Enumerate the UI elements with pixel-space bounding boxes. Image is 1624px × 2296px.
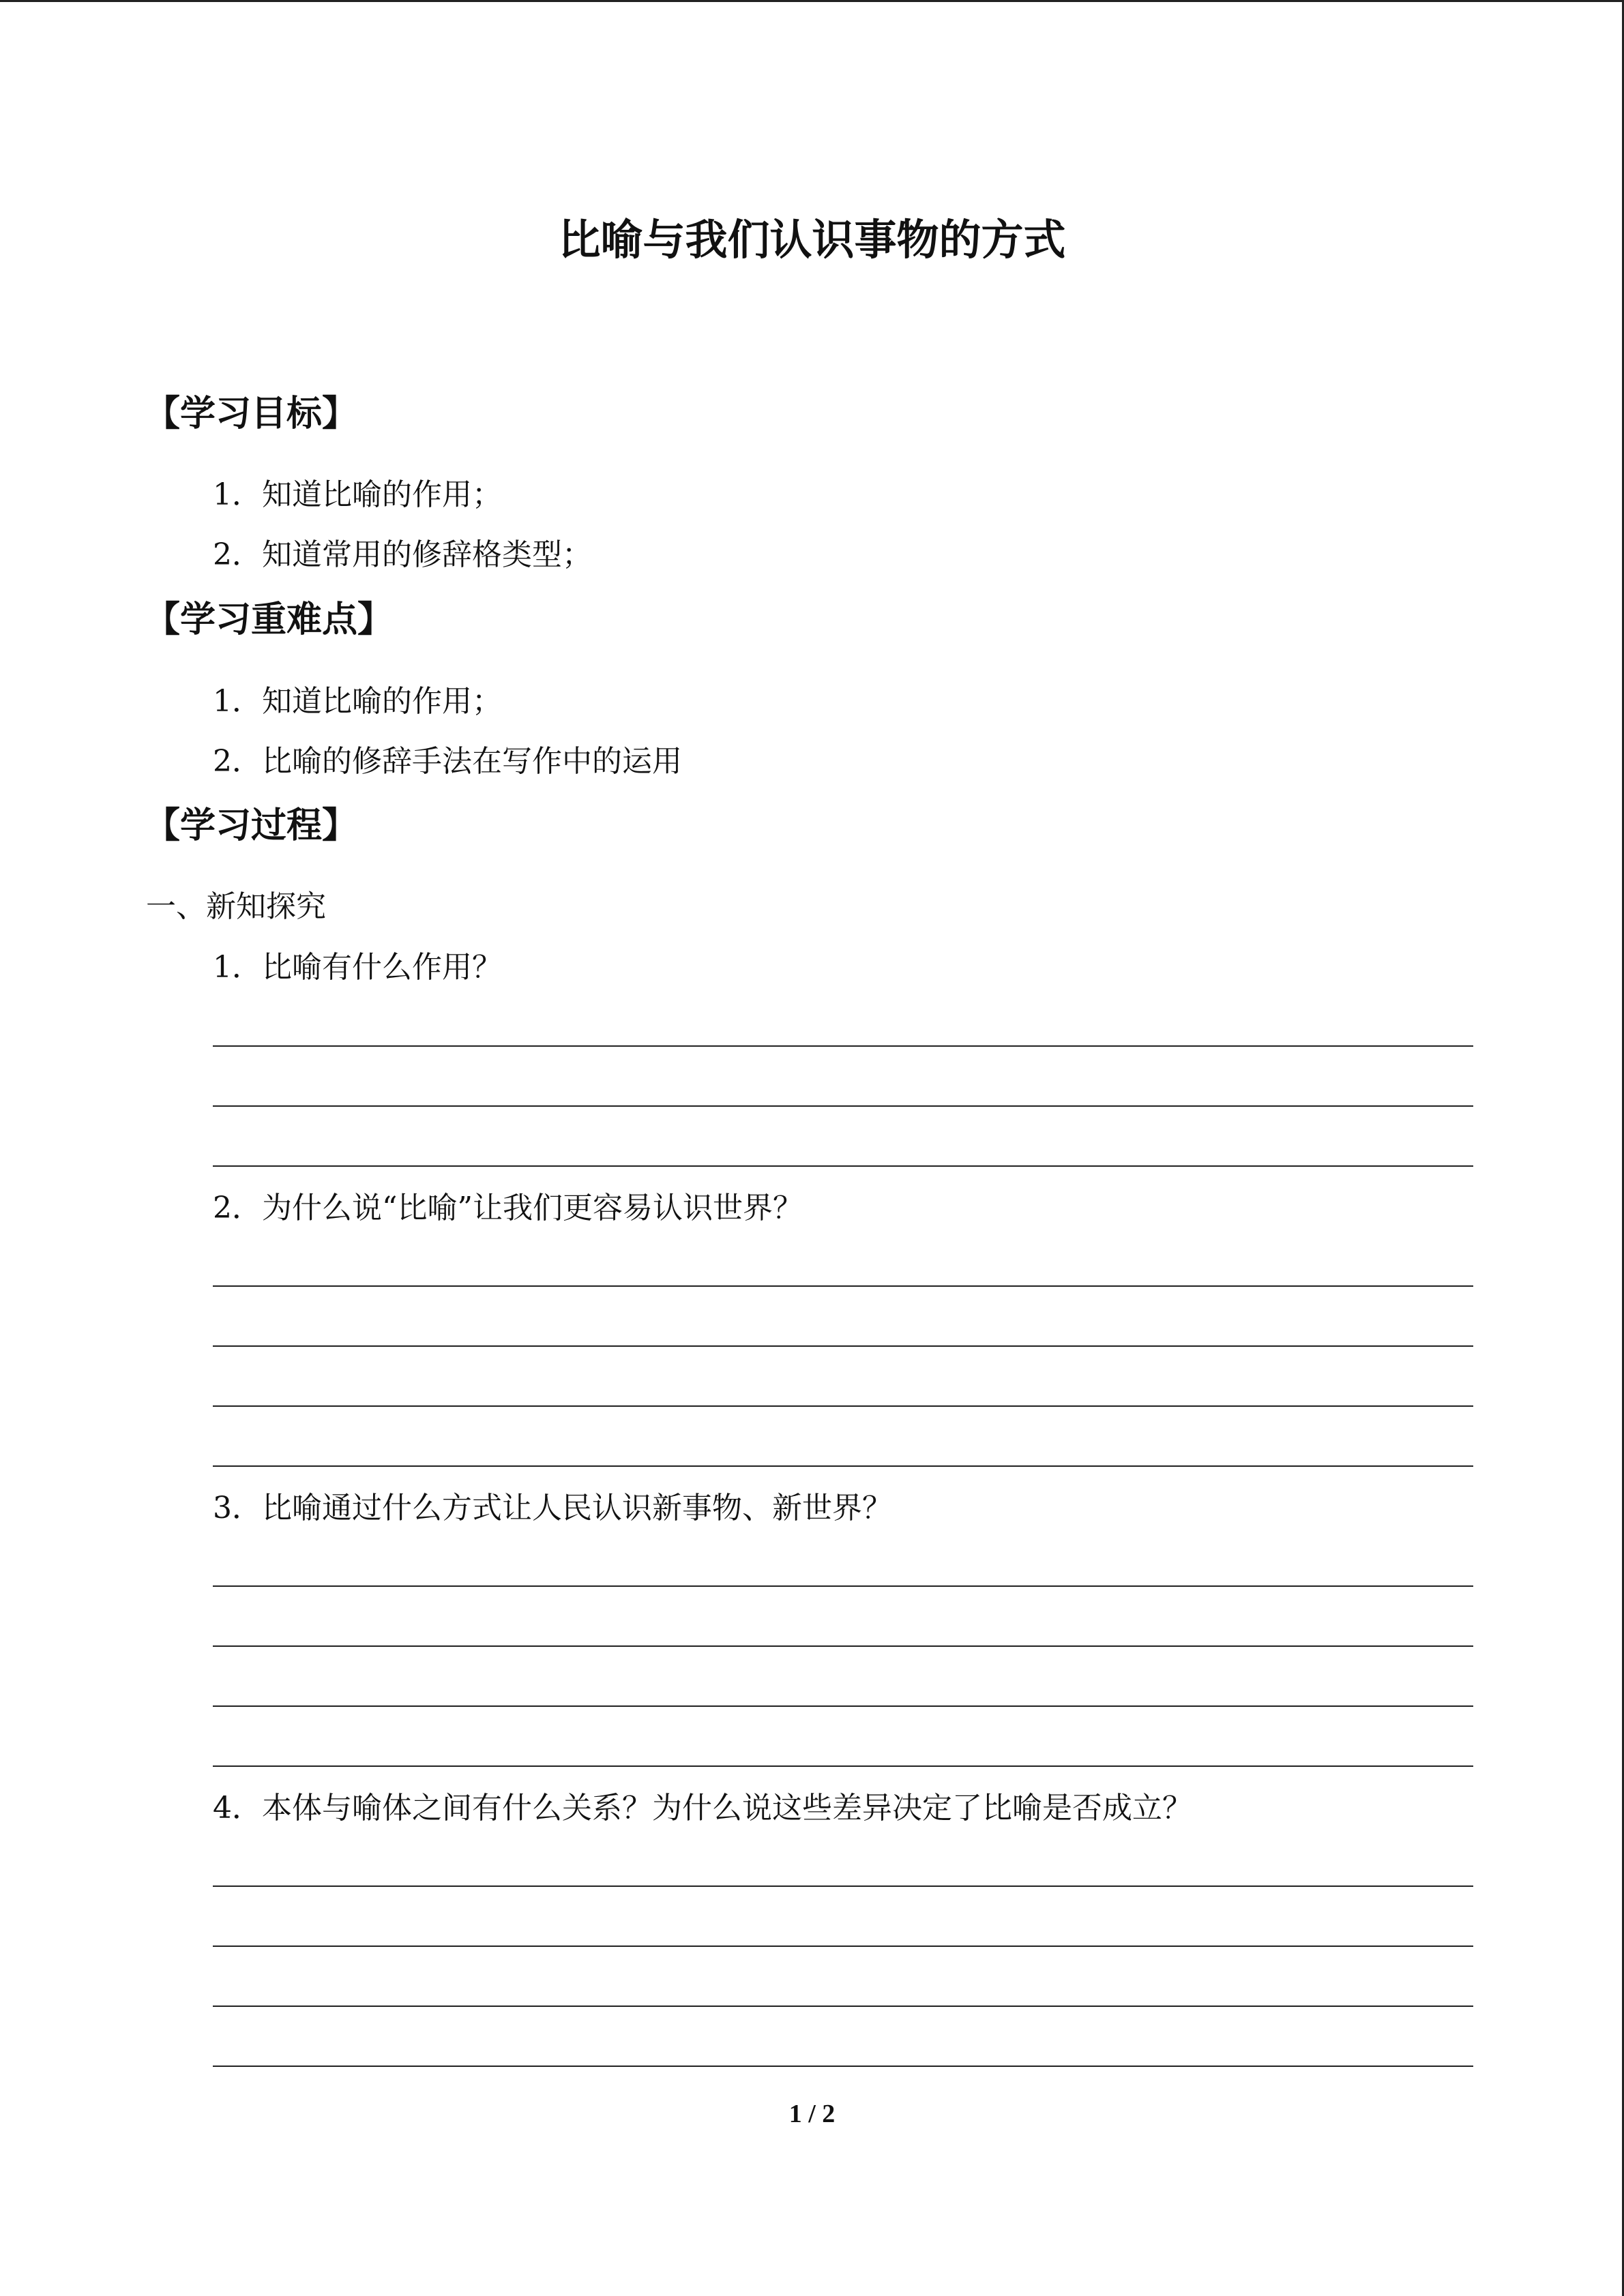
key-point-item: 2．比喻的修辞手法在写作中的运用 bbox=[213, 744, 682, 779]
learning-goals-heading: 【学习目标】 bbox=[145, 393, 358, 434]
answer-line[interactable] bbox=[213, 1285, 1473, 1287]
question-4: 4．本体与喻体之间有什么关系？为什么说这些差异决定了比喻是否成立？ bbox=[213, 1791, 1192, 1825]
answer-line[interactable] bbox=[213, 1105, 1473, 1107]
answer-line[interactable] bbox=[213, 1885, 1473, 1887]
answer-line[interactable] bbox=[213, 1165, 1473, 1167]
answer-line[interactable] bbox=[213, 1585, 1473, 1587]
learning-goal-item: 1．知道比喻的作用； bbox=[213, 477, 502, 512]
document-title: 比喻与我们认识事物的方式 bbox=[558, 215, 1066, 265]
answer-line[interactable] bbox=[213, 1345, 1473, 1347]
answer-line[interactable] bbox=[213, 1405, 1473, 1407]
answer-line[interactable] bbox=[213, 1705, 1473, 1707]
page-number: 1 / 2 bbox=[788, 2100, 836, 2128]
answer-line[interactable] bbox=[213, 1045, 1473, 1047]
answer-line[interactable] bbox=[213, 1945, 1473, 1947]
learning-goal-item: 2．知道常用的修辞格类型； bbox=[213, 537, 592, 572]
question-3: 3．比喻通过什么方式让人民认识新事物、新世界？ bbox=[213, 1491, 892, 1525]
key-point-item: 1．知道比喻的作用； bbox=[213, 684, 502, 719]
key-points-heading: 【学习重难点】 bbox=[145, 599, 394, 640]
answer-line[interactable] bbox=[213, 2006, 1473, 2007]
answer-line[interactable] bbox=[213, 2066, 1473, 2067]
answer-line[interactable] bbox=[213, 1465, 1473, 1467]
answer-line[interactable] bbox=[213, 1645, 1473, 1647]
new-knowledge-heading: 一、新知探究 bbox=[146, 889, 326, 924]
question-2: 2．为什么说“比喻”让我们更容易认识世界？ bbox=[213, 1191, 803, 1225]
question-1: 1．比喻有什么作用？ bbox=[213, 950, 502, 985]
learning-process-heading: 【学习过程】 bbox=[145, 805, 358, 846]
answer-line[interactable] bbox=[213, 1765, 1473, 1767]
